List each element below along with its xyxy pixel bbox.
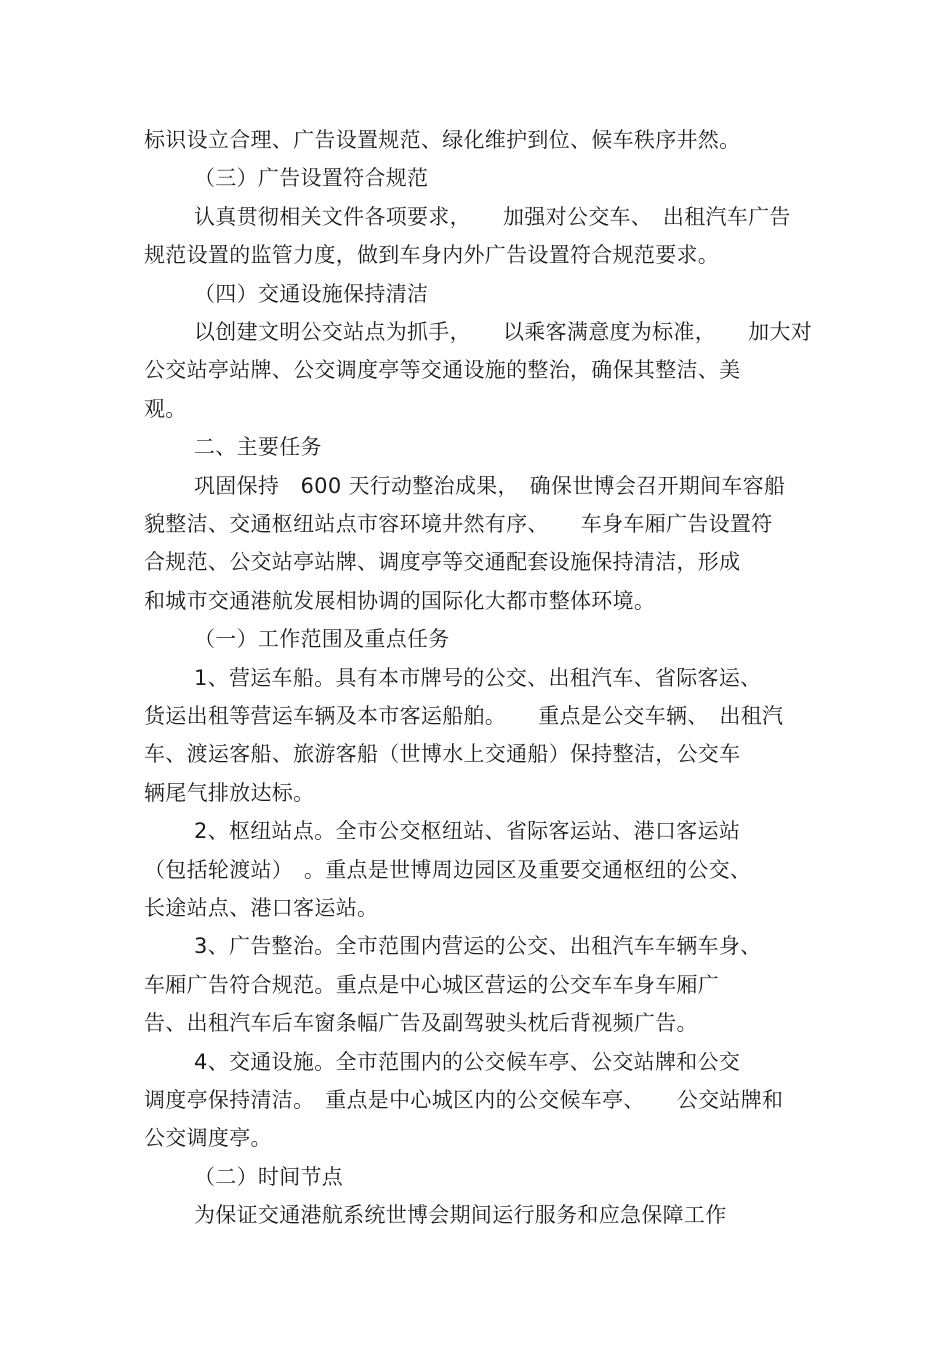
body-text-line: （包括轮渡站） 。重点是世博周边园区及重要交通枢纽的公交、: [144, 858, 752, 882]
section-heading: （三）广告设置符合规范: [194, 166, 429, 190]
body-text-line: 以创建文明公交站点为抓手， 以乘客满意度为标准， 加大对: [194, 320, 812, 344]
body-text-line: 货运出租等营运车辆及本市客运船舶。 重点是公交车辆、 出租汽: [144, 704, 784, 728]
body-text-line: 4、交通设施。全市范围内的公交候车亭、公交站牌和公交: [194, 1050, 741, 1074]
body-text-line: 和城市交通港航发展相协调的国际化大都市整体环境。: [144, 589, 656, 613]
body-text-line: 2、枢纽站点。全市公交枢纽站、省际客运站、港口客运站: [194, 819, 741, 843]
section-heading: （一）工作范围及重点任务: [194, 627, 450, 651]
body-text-line: 貌整洁、交通枢纽站点市容环境井然有序、 车身车厢广告设置符: [144, 512, 773, 536]
body-text-line: 公交调度亭。: [144, 1126, 272, 1150]
body-text-line: 公交站亭站牌、公交调度亭等交通设施的整治，确保其整洁、美: [144, 358, 741, 382]
body-text-line: 规范设置的监管力度，做到车身内外广告设置符合规范要求。: [144, 243, 720, 267]
section-heading: （二）时间节点: [194, 1165, 344, 1189]
body-text-line: 认真贯彻相关文件各项要求， 加强对公交车、 出租汽车广告: [194, 205, 791, 229]
body-text-line: 为保证交通港航系统世博会期间运行服务和应急保障工作: [194, 1203, 727, 1227]
body-text-line: 长途站点、港口客运站。: [144, 896, 379, 920]
body-text-line: 1、营运车船。具有本市牌号的公交、出租汽车、省际客运、: [194, 666, 762, 690]
body-text-line: 标识设立合理、广告设置规范、绿化维护到位、候车秩序井然。: [144, 128, 741, 152]
body-text-line: 辆尾气排放达标。: [144, 781, 315, 805]
section-heading: （四）交通设施保持清洁: [194, 282, 429, 306]
body-text-line: 车、渡运客船、旅游客船（世博水上交通船）保持整洁，公交车: [144, 742, 741, 766]
body-text-line: 调度亭保持清洁。 重点是中心城区内的公交候车亭、 公交站牌和: [144, 1088, 784, 1112]
body-text-line: 3、广告整治。全市范围内营运的公交、出租汽车车辆车身、: [194, 934, 762, 958]
section-heading: 二、主要任务: [194, 435, 322, 459]
body-text-line: 车厢广告符合规范。重点是中心城区营运的公交车车身车厢广: [144, 973, 720, 997]
body-text-line: 合规范、公交站亭站牌、调度亭等交通配套设施保持清洁，形成: [144, 550, 741, 574]
body-text-line: 告、出租汽车后车窗条幅广告及副驾驶头枕后背视频广告。: [144, 1011, 698, 1035]
body-text-line: 巩固保持 600 天行动整治成果， 确保世博会召开期间车容船: [194, 474, 786, 498]
body-text-line: 观。: [144, 397, 187, 421]
